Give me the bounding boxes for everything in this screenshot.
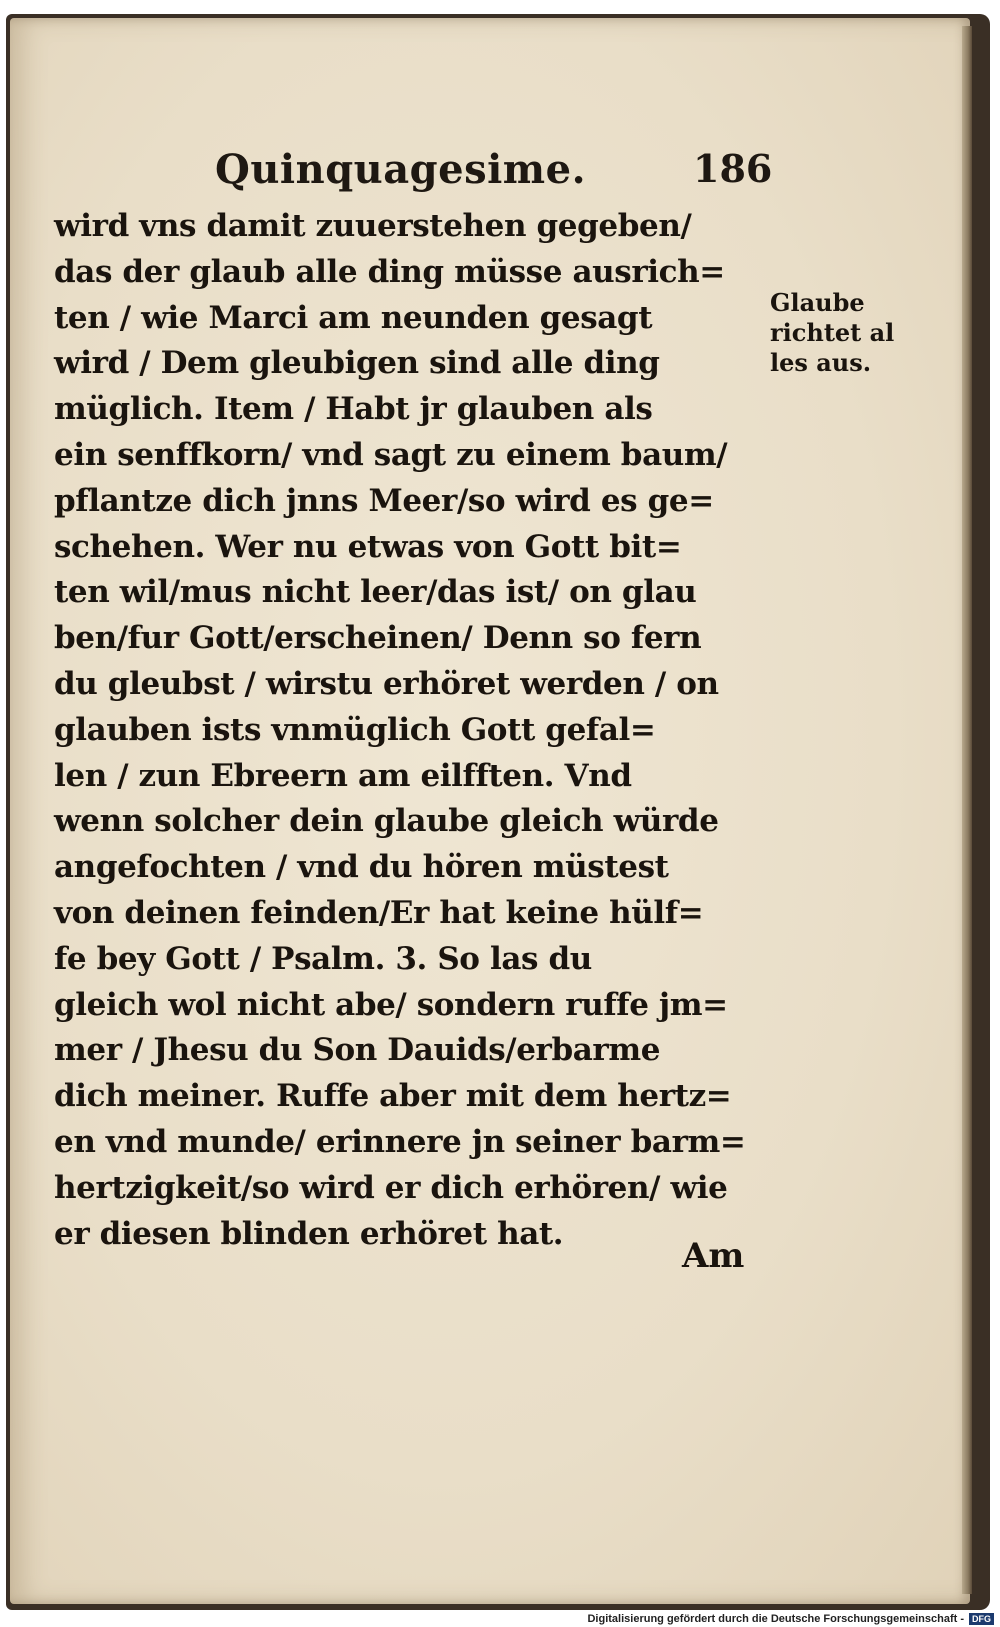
text-line: len / zun Ebreern am eilfften. Vnd xyxy=(54,757,632,794)
text-line: von deinen feinden/Er hat keine hülf= xyxy=(54,894,704,931)
text-line: pflantze dich jnns Meer/so wird es ge= xyxy=(54,482,714,519)
text-line: das der glaub alle ding müsse ausrich= xyxy=(54,253,725,290)
text-line: er diesen blinden erhöret hat. xyxy=(54,1215,564,1252)
text-line: schehen. Wer nu etwas von Gott bit= xyxy=(54,528,682,565)
text-line: hertzigkeit/so wird er dich erhören/ wie xyxy=(54,1169,728,1206)
folio-number: 186 xyxy=(693,146,773,191)
funding-credit: Digitalisierung gefördert durch die Deutsche Forschungsgemeinschaft - xyxy=(587,1613,964,1625)
text-line: wird vns damit zuuerstehen gegeben/ xyxy=(54,208,692,244)
book-page xyxy=(10,18,970,1604)
text-line: ben/fur Gott/erscheinen/ Denn so fern xyxy=(54,620,702,657)
marginal-note-line: Glaube xyxy=(770,288,865,317)
text-line: dich meiner. Ruffe aber mit dem hertz= xyxy=(54,1078,732,1115)
text-line: en vnd munde/ erinnere jn seiner barm= xyxy=(54,1123,746,1160)
text-line: glauben ists vnmüglich Gott gefal= xyxy=(54,711,656,748)
digitization-footer xyxy=(0,1612,1000,1627)
text-line: du gleubst / wirstu erhöret werden / on xyxy=(54,665,719,702)
text-line: fe bey Gott / Psalm. 3. So las du xyxy=(54,940,592,977)
text-line: ten / wie Marci am neunden gesagt xyxy=(54,299,653,336)
marginal-note-line: richtet al xyxy=(770,318,895,347)
running-head xyxy=(215,146,775,206)
text-line: wenn solcher dein glaube gleich würde xyxy=(54,803,719,840)
running-title: Quinquagesime. xyxy=(215,146,587,193)
page-edge xyxy=(962,26,972,1594)
text-line: ein senffkorn/ vnd sagt zu einem baum/ xyxy=(54,436,728,473)
catchword: Am xyxy=(682,1236,745,1276)
dfg-logo: DFG xyxy=(969,1613,994,1625)
text-line: ten wil/mus nicht leer/das ist/ on glau xyxy=(54,574,697,611)
text-line: angefochten / vnd du hören müstest xyxy=(54,849,669,886)
text-line: wird / Dem gleubigen sind alle ding xyxy=(54,345,660,382)
text-line: müglich. Item / Habt jr glauben als xyxy=(54,391,653,428)
text-line: gleich wol nicht abe/ sondern ruffe jm= xyxy=(54,986,728,1023)
text-line: mer / Jhesu du Son Dauids/erbarme xyxy=(54,1032,661,1069)
body-text xyxy=(54,204,754,1257)
marginal-note xyxy=(770,288,910,378)
marginal-note-line: les aus. xyxy=(770,348,872,377)
